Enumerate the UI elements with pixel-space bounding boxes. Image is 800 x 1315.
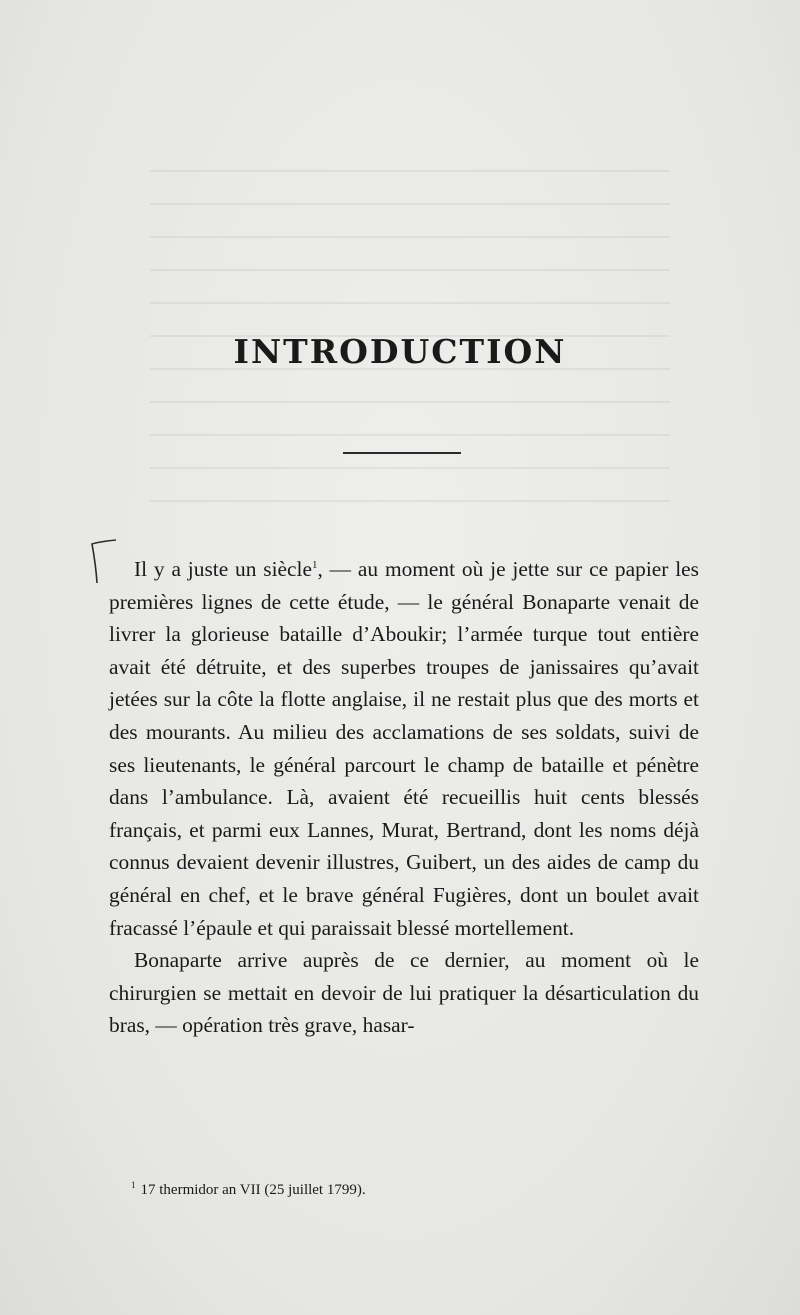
footnote — [131, 1182, 691, 1199]
page-title: INTRODUCTION — [233, 332, 567, 371]
footnote-number: 1 — [131, 1180, 136, 1190]
footnote-reference: 1 — [311, 558, 318, 571]
paragraph-2: Bonaparte arrive auprès de ce dernier, au moment où le chirurgien se mettait en devoir de lui pratiquer la désarticulation du bras, — opération très grave, hasar- — [109, 948, 699, 1038]
paragraph-1 — [109, 553, 699, 944]
body-text — [109, 553, 699, 1042]
title-rule — [343, 452, 461, 454]
paragraph-1-rest: , — au moment où je jette sur ce papier les premières lignes de cette étude, — le général Bonaparte venait de livrer la glorieuse bataille d’Aboukir; l’armée turque tout entière avait été détruite, et des superbes troupes de janissaires qu’avait jetées sur la côte la flotte anglaise, il ne restait plus que des morts et des mourants. Au milieu des acclamations de ses soldats, suivi de ses lieutenants, le général parcourt le champ de bataille et pénètre dans l’ambulance. Là, avaient été recueillis huit cents blessés français, et parmi eux Lannes, Murat, Bertrand, dont les noms déjà connus devaient devenir illustres, Guibert, un des aides de camp du général en chef, et le brave général Fugières, dont un boulet avait fracassé l’épaule et qui paraissait blessé mortellement. — [109, 557, 699, 940]
paragraph-1-start: Il y a juste un siècle — [134, 557, 312, 581]
footnote-text: 17 thermidor an VII (25 juillet 1799). — [140, 1182, 366, 1198]
